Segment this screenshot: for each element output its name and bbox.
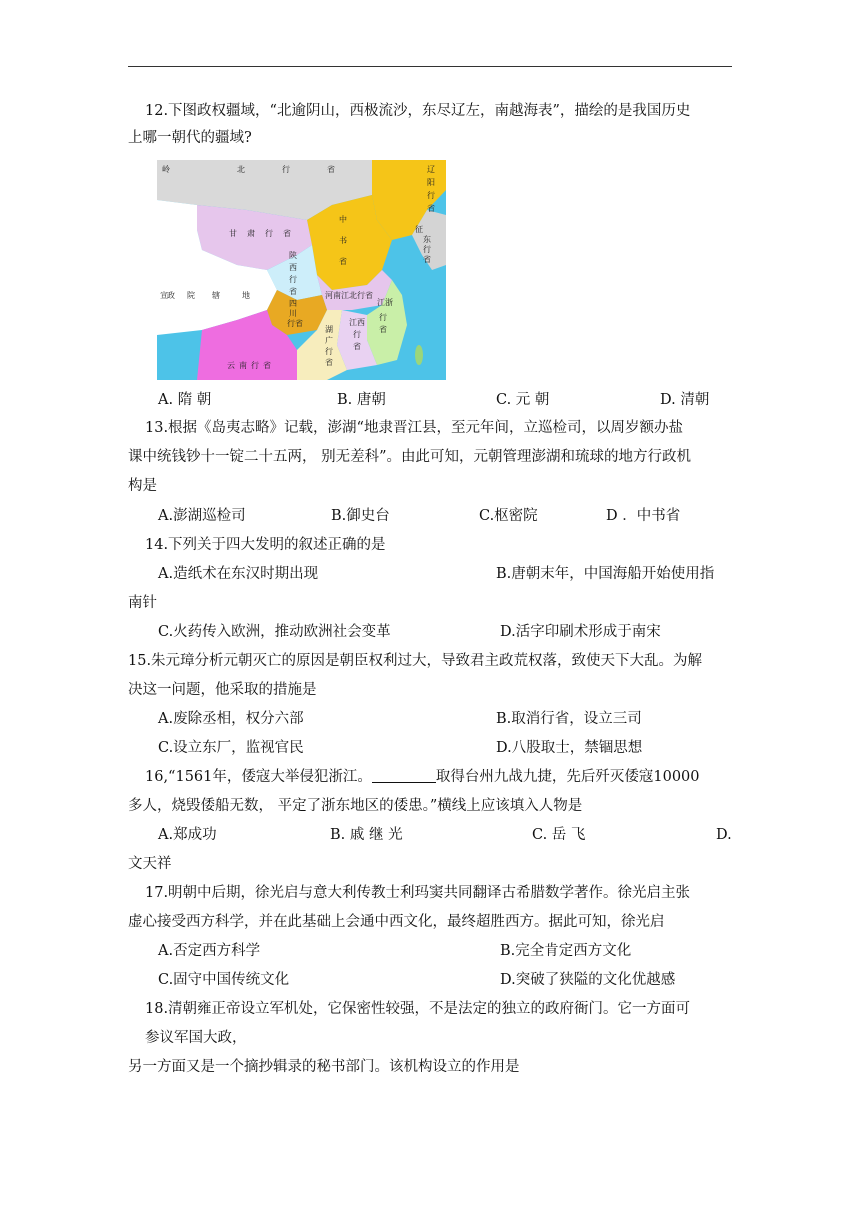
map-label: 岭 <box>162 165 170 174</box>
map-label: 西 <box>357 318 365 327</box>
map-label: 行 <box>325 347 333 356</box>
q17-option-a[interactable]: A.否定西方科学 <box>158 943 261 959</box>
q12-option-c[interactable]: C. 元 朝 <box>496 392 550 408</box>
q12-option-a[interactable]: A. 隋 朝 <box>158 392 212 408</box>
q17-line2: 虚心接受西方科学，并在此基础上会通中西文化，最终超胜西方。据此可知，徐光启 <box>128 914 665 930</box>
map-label: 西 <box>289 263 297 272</box>
q18-line1: 18.清朝雍正帝设立军机处，它保密性较强，不是法定的独立的政府衙门。它一方面可 <box>145 1001 691 1017</box>
header-rule <box>128 66 732 67</box>
map-label: 肃 <box>247 229 255 238</box>
map-label: 北 <box>237 165 245 174</box>
q16-option-c[interactable]: C. 岳 飞 <box>532 827 586 843</box>
map-label: 宣 <box>160 291 168 300</box>
map-label: 院 <box>187 291 195 300</box>
q16-line1 <box>145 767 700 787</box>
map-label: 省 <box>295 319 303 328</box>
map-label: 行 <box>357 291 365 300</box>
map-label: 行 <box>287 319 295 328</box>
q16-option-b[interactable]: B. 戚 继 光 <box>330 827 403 843</box>
q13-line2: 课中统钱钞十一锭二十五两， 别无差科”。由此可知，元朝管理澎湖和琉球的地方行政机 <box>128 449 692 465</box>
map-label: 行 <box>379 313 387 322</box>
q14-option-c[interactable]: C.火药传入欧洲，推动欧洲社会变革 <box>158 624 391 640</box>
map-label: 湖 <box>325 325 333 334</box>
q15-option-b[interactable]: B.取消行省，设立三司 <box>496 711 642 727</box>
map-label: 辽 <box>427 165 435 174</box>
map-label: 辖 <box>212 291 220 300</box>
map-label: 江 <box>377 298 385 307</box>
answer-blank[interactable] <box>372 768 436 783</box>
map-label: 行 <box>427 191 435 200</box>
map-label: 省 <box>427 204 435 213</box>
map-label: 广 <box>325 336 333 345</box>
map-label: 江 <box>341 291 349 300</box>
map-label: 省 <box>283 229 291 238</box>
q16-option-d-cont: 文天祥 <box>128 856 172 872</box>
map-label: 行 <box>423 245 431 254</box>
q12-line1: 12.下图政权疆域，“北逾阴山，西极流沙，东尽辽左，南越海表”，描绘的是我国历史 <box>145 103 691 119</box>
map-label: 浙 <box>385 298 393 307</box>
map-label: 中 <box>339 215 347 224</box>
map-label: 北 <box>349 291 357 300</box>
q12-option-b[interactable]: B. 唐朝 <box>337 392 386 408</box>
yuan-dynasty-map <box>157 160 446 380</box>
q14-option-d[interactable]: D.活字印刷术形成于南宋 <box>500 624 661 640</box>
map-label: 甘 <box>229 229 237 238</box>
map-label: 省 <box>379 325 387 334</box>
q17-option-b[interactable]: B.完全肯定西方文化 <box>500 943 632 959</box>
q13-line3: 构是 <box>128 478 157 494</box>
map-label: 省 <box>325 358 333 367</box>
q17-line1: 17.明朝中后期，徐光启与意大利传教士利玛窦共同翻译古希腊数学著作。徐光启主张 <box>145 885 691 901</box>
map-label: 行 <box>353 330 361 339</box>
map-label: 东 <box>423 235 431 244</box>
q15-option-c[interactable]: C.设立东厂，监视官民 <box>158 740 304 756</box>
q13-option-a[interactable]: A.澎湖巡检司 <box>158 508 246 524</box>
q16-option-a[interactable]: A.郑成功 <box>158 827 217 843</box>
q16-option-d[interactable]: D. <box>716 827 732 843</box>
map-label: 省 <box>339 257 347 266</box>
q17-option-d[interactable]: D.突破了狭隘的文化优越感 <box>500 972 676 988</box>
q13-line1: 13.根据《岛夷志略》记载，澎湖“地隶晋江县，至元年间，立巡检司，以周岁额办盐 <box>145 420 683 436</box>
q14-line1: 14.下列关于四大发明的叙述正确的是 <box>145 537 386 553</box>
map-label: 政 <box>167 291 175 300</box>
map-label: 四 <box>289 299 297 308</box>
map-taiwan <box>415 345 423 365</box>
q16-line1-end: 取得台州九战九捷，先后歼灭倭寇10000 <box>435 769 700 785</box>
map-label: 省 <box>263 361 271 370</box>
map-label: 南 <box>333 291 341 300</box>
map-label: 省 <box>289 287 297 296</box>
map-label: 行 <box>289 275 297 284</box>
map-label: 书 <box>339 236 347 245</box>
q15-option-a[interactable]: A.废除丞相，权分六部 <box>158 711 304 727</box>
q13-option-d[interactable]: D ．中书省 <box>606 508 681 524</box>
map-label: 省 <box>423 255 431 264</box>
map-label: 陕 <box>289 251 297 260</box>
map-label: 阳 <box>427 178 435 187</box>
map-label: 河 <box>325 291 333 300</box>
q12-option-d[interactable]: D. 清朝 <box>660 392 710 408</box>
q16-line1-start: 16,“1561年，倭寇大举侵犯浙江。 <box>145 769 372 785</box>
map-label: 地 <box>242 291 250 300</box>
map-label: 省 <box>365 291 373 300</box>
map-label: 行 <box>282 165 290 174</box>
q18-line3: 另一方面又是一个摘抄辑录的秘书部门。该机构设立的作用是 <box>128 1059 520 1075</box>
q13-option-c[interactable]: C.枢密院 <box>479 508 538 524</box>
q15-line2: 决这一问题，他采取的措施是 <box>128 682 317 698</box>
map-label: 省 <box>353 342 361 351</box>
map-label: 江 <box>349 318 357 327</box>
map-label: 川 <box>289 309 297 318</box>
q14-option-a[interactable]: A.造纸术在东汉时期出现 <box>158 566 319 582</box>
q12-line2: 上哪一朝代的疆域? <box>128 130 252 146</box>
q13-option-b[interactable]: B.御史台 <box>331 508 390 524</box>
map-label: 征 <box>415 225 423 234</box>
map-label: 云 <box>227 361 235 370</box>
q16-line2: 多人，烧毁倭船无数， 平定了浙东地区的倭患。”横线上应该填入人物是 <box>128 798 583 814</box>
q15-option-d[interactable]: D.八股取士，禁锢思想 <box>496 740 643 756</box>
map-label: 行 <box>251 361 259 370</box>
map-label: 南 <box>239 361 247 370</box>
q15-line1: 15.朱元璋分析元朝灭亡的原因是朝臣权利过大，导致君主政荒权落，致使天下大乱。为解 <box>128 653 703 669</box>
q18-line2: 参议军国大政， <box>145 1030 247 1046</box>
map-label: 行 <box>265 229 273 238</box>
q17-option-c[interactable]: C.固守中国传统文化 <box>158 972 290 988</box>
q14-option-b[interactable]: B.唐朝末年，中国海船开始使用指 <box>496 566 715 582</box>
q14-option-b-cont: 南针 <box>128 595 157 611</box>
map-label: 省 <box>327 165 335 174</box>
